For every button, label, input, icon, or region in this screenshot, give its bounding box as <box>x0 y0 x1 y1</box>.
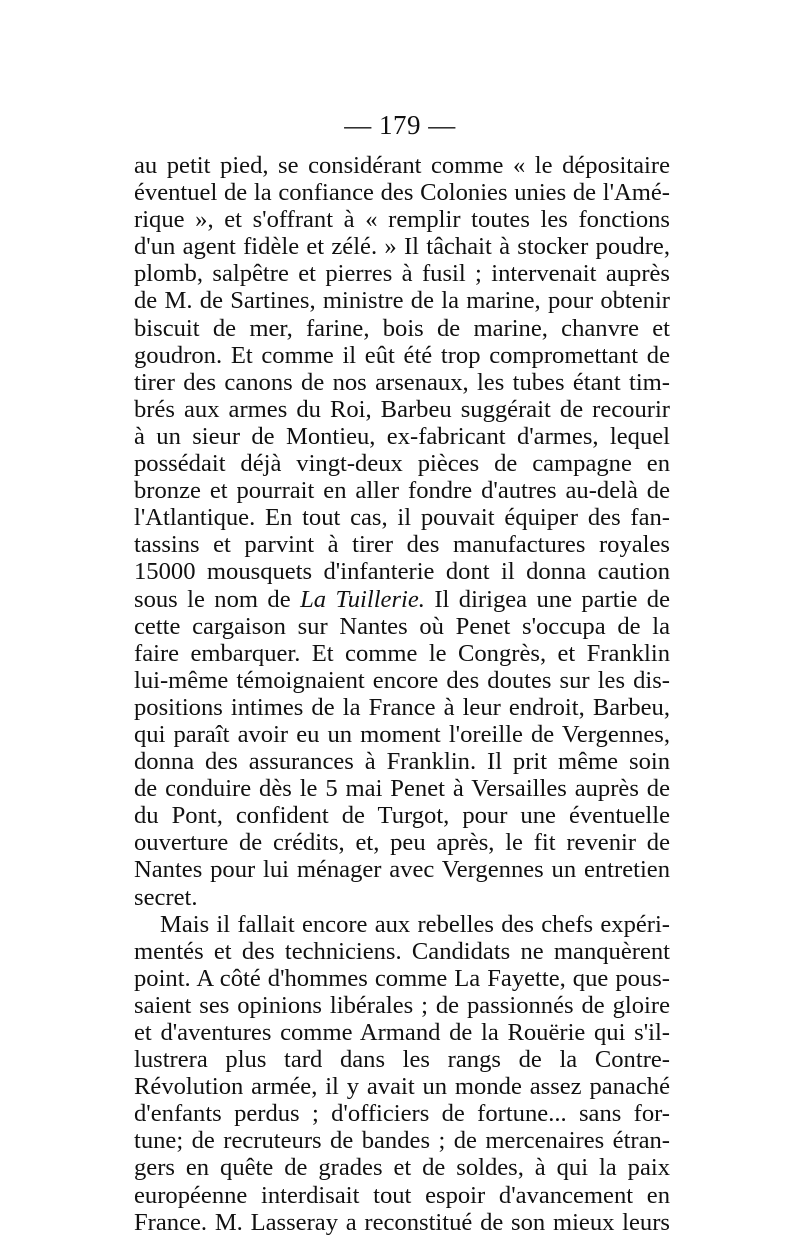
text-line: de M. de Sartines, ministre de la marine, pour obtenir <box>134 287 670 315</box>
text-line: rique », et s'offrant à « remplir toutes les fonctions <box>134 206 670 234</box>
text-line: point. A côté d'hommes comme La Fayette, que pous- <box>134 964 670 992</box>
text-line: lustrera plus tard dans les rangs de la Contre- <box>134 1046 670 1074</box>
text-line: Mais il fallait encore aux rebelles des chefs expéri- <box>160 910 670 938</box>
text-line: européenne interdisait tout espoir d'avancement en <box>134 1181 670 1209</box>
text-line: lui-même témoignaient encore des doutes sur les dis- <box>134 666 670 694</box>
text-line: faire embarquer. Et comme le Congrès, et Franklin <box>134 639 670 667</box>
text-line: donna des assurances à Franklin. Il prit même soin <box>134 748 670 776</box>
text-line: éventuel de la confiance des Colonies unies de l'Amé- <box>134 179 670 207</box>
text-line: d'un agent fidèle et zélé. » Il tâchait à stocker poudre, <box>134 233 670 261</box>
text-line: d'enfants perdus ; d'officiers de fortune... sans for- <box>134 1100 670 1128</box>
text-line <box>134 586 670 613</box>
text-line: bronze et pourrait en aller fondre d'autres au-delà de <box>134 477 670 505</box>
text-fragment: sous le nom de <box>134 585 301 613</box>
text-line: saient ses opinions libérales ; de passionnés de gloire <box>134 991 670 1019</box>
text-line: cette cargaison sur Nantes où Penet s'occupa de la <box>134 612 670 640</box>
text-line: biscuit de mer, farine, bois de marine, chanvre et <box>134 314 670 342</box>
text-line: possédait déjà vingt-deux pièces de campagne en <box>134 450 670 478</box>
text-line: goudron. Et comme il eût été trop compromettant de <box>134 341 670 369</box>
text-line: tirer des canons de nos arsenaux, les tubes étant tim- <box>134 368 670 396</box>
body-text <box>134 152 670 1236</box>
text-line: et d'aventures comme Armand de la Rouërie qui s'il- <box>134 1019 670 1046</box>
text-line: Nantes pour lui ménager avec Vergennes un entretien <box>134 856 670 884</box>
italic-title: La Tuillerie. <box>300 585 425 613</box>
text-line: gers en quête de grades et de soldes, à qui la paix <box>134 1154 670 1182</box>
page-number: — 179 — <box>344 110 456 140</box>
text-line: 15000 mousquets d'infanterie dont il donna caution <box>134 558 670 586</box>
text-line: Révolution armée, il y avait un monde assez panaché <box>134 1073 670 1101</box>
text-line: secret. <box>134 883 198 911</box>
text-line: à un sieur de Montieu, ex-fabricant d'armes, lequel <box>134 422 670 450</box>
text-line: de conduire dès le 5 mai Penet à Versailles auprès de <box>134 775 670 803</box>
text-fragment: Il dirigea une partie de <box>424 585 671 613</box>
text-line: ouverture de crédits, et, peu après, le fit revenir de <box>134 829 670 857</box>
text-line: plomb, salpêtre et pierres à fusil ; intervenait auprès <box>134 260 670 288</box>
text-line: au petit pied, se considérant comme « le dépositaire <box>134 152 670 179</box>
text-line: positions intimes de la France à leur endroit, Barbeu, <box>134 693 670 721</box>
text-line: du Pont, confident de Turgot, pour une éventuelle <box>134 802 670 830</box>
text-line: France. M. Lasseray a reconstitué de son mieux leurs <box>134 1208 670 1236</box>
text-line: qui paraît avoir eu un moment l'oreille de Vergennes, <box>134 720 670 748</box>
text-line: brés aux armes du Roi, Barbeu suggérait de recourir <box>134 395 670 423</box>
text-line: tune; de recruteurs de bandes ; de mercenaires étran- <box>134 1127 670 1155</box>
text-line: mentés et des techniciens. Candidats ne manquèrent <box>134 937 670 965</box>
text-line: tassins et parvint à tirer des manufactures royales <box>134 531 670 559</box>
text-line: l'Atlantique. En tout cas, il pouvait équiper des fan- <box>134 504 670 532</box>
